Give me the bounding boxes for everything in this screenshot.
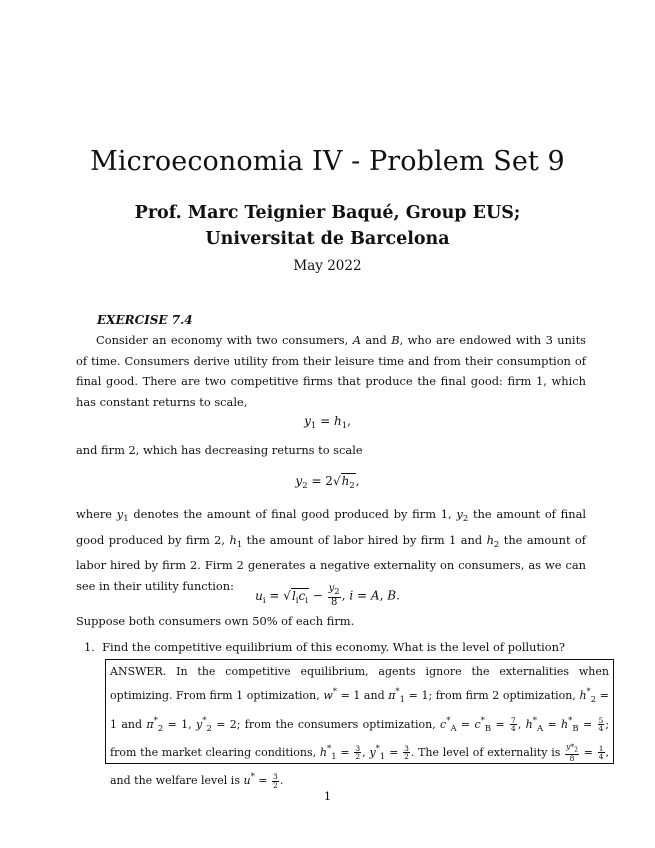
ownership-text: Suppose both consumers own 50% of each firm. — [76, 614, 355, 628]
equation-firm2: $y_2 = 2√h_2$, — [295, 474, 360, 491]
answer-text: ANSWER. In the competitive equilibrium, agents ignore the externalities when optimizing. From firm 1 optimization, w* = 1 and $\pi^*_1 = 1$; from firm 2 optimization, $h^*_2 = 1$ and $\pi^*_2 = 1$, $y^*_2 = 2$; from the consumers optimization, $c^*_A = c^*_B$ = $\frac{7}{4}$ , $h^*_A = h^*_B$ = $\frac{5}{4}$ ; from the market clearing conditions, $h^*_1$ = $\frac{3}{2}$ , $y^*_1$ = $\frac{3}{2}$ . The level of externality is $\frac{y*_2}{8}$ = $\frac{1}{4}$ , and the welfare level is u* = $\frac{3}{2}$ . — [110, 665, 610, 790]
author-name: Prof. Marc Teignier Baqué, Group EUS; — [134, 203, 521, 223]
exercise-intro: Consider an economy with two consumers, A and B, who are endowed with 3 units of time. Consumers derive utility from their leisure time and from their consumption of final good. There are two competitive firms that produce the final good: firm 1, which has constant returns to scale, — [76, 333, 586, 409]
definitions-paragraph: where $y_1$ denotes the amount of final good produced by firm 1, $y_2$ the amount of final good produced by firm 2, $h_1$ the amount of labor hired by firm 1 and $h_2$ the amount of labor hired by firm 2. Firm 2 generates a negative externality on consumers, as we can see in their utility function: — [76, 507, 587, 593]
author-affiliation: Universitat de Barcelona — [205, 229, 450, 249]
equation-firm1: $y_1 = h_1$, — [304, 414, 351, 431]
author-block — [0, 200, 655, 252]
utility-equation: $u_i = √l_ic_i$ − $\frac{y_2}{8}$ , i = A, B. — [255, 583, 400, 608]
document-title: Microeconomia IV - Problem Set 9 — [90, 146, 565, 177]
document-date: May 2022 — [293, 258, 362, 274]
exercise-heading: EXERCISE 7.4 — [97, 313, 193, 327]
page-number: 1 — [323, 789, 332, 803]
answer-box — [105, 659, 614, 790]
firm2-text: and firm 2, which has decreasing returns to scale — [76, 443, 363, 457]
question-1: 1. Find the competitive equilibrium of this economy. What is the level of pollution? — [84, 640, 566, 654]
